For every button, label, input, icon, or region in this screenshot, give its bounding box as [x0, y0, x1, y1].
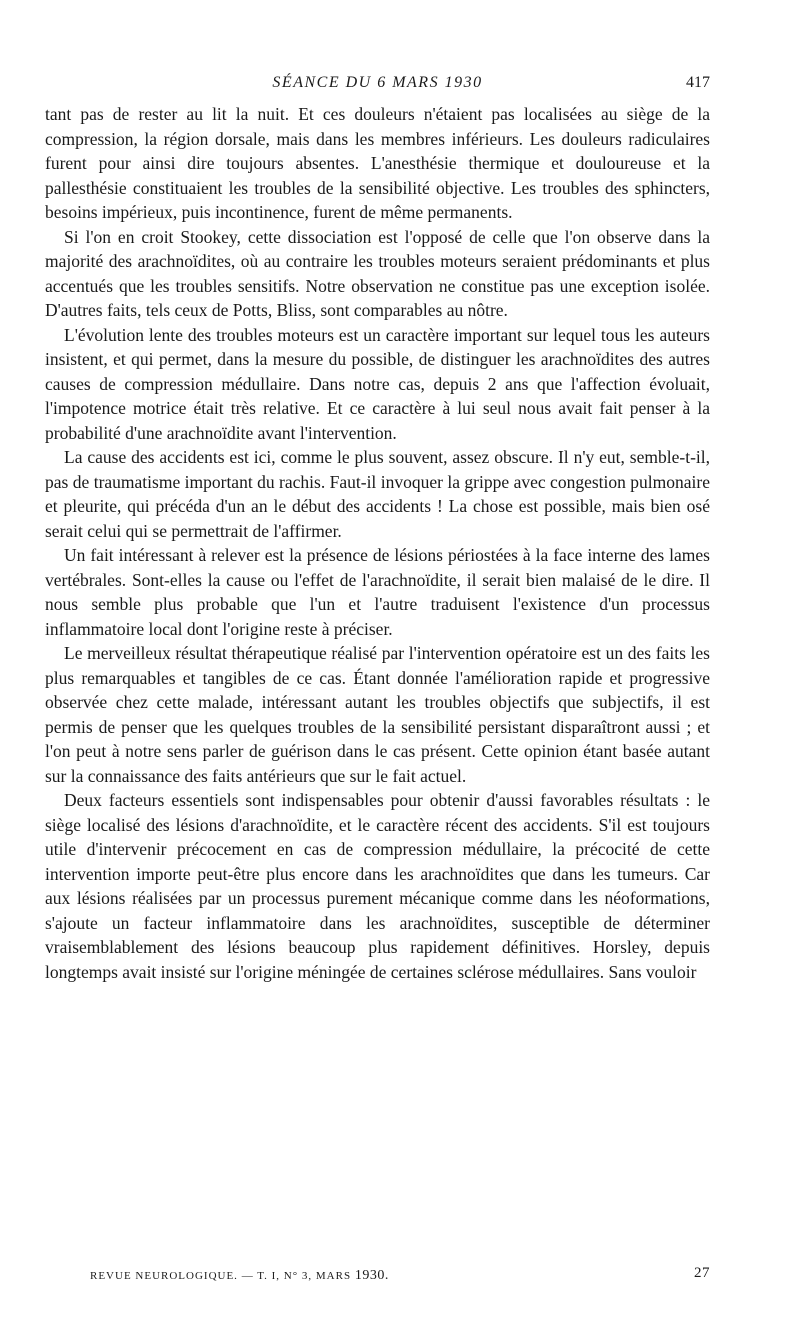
journal-name: REVUE NEUROLOGIQUE.: [90, 1270, 238, 1282]
journal-year: 1930.: [354, 1268, 389, 1283]
header-title: SÉANCE DU 6 MARS 1930: [272, 74, 483, 91]
running-header: [45, 70, 710, 96]
paragraph: Un fait intéressant à relever est la présence de lésions périostées à la face interne des lames vertébrales. Sont-elles la cause ou l'effet de l'arachnoïdite, il serait bien malaisé de le dire. Il nous semble plus probable que l'un et l'autre traduisent l'existence d'un processus inflammatoire local dont l'origine reste à préciser.: [45, 545, 710, 639]
paragraph: Le merveilleux résultat thérapeutique réalisé par l'intervention opératoire est un des faits les plus remarquables et tangibles de ce cas. Étant donnée l'amélioration rapide et progressive observée chez cette malade, intéressant autant les troubles objectifs que subjectifs, il est permis de penser que les quelques troubles de la sensibilité persistant disparaîtront aussi ; et l'on peut à notre sens parler de guérison dans le cas présent. Cette opinion étant basée autant sur la connaissance des faits antérieurs que sur le fait actuel.: [45, 643, 710, 786]
paragraph: La cause des accidents est ici, comme le plus souvent, assez obscure. Il n'y eut, semble-t-il, pas de traumatisme important du rachis. Faut-il invoquer la grippe avec congestion pulmonaire et pleurite, qui précéda d'un an le début des accidents ! La chose est possible, mais bien osé serait celui qui se permettrait de l'affirmer.: [45, 447, 710, 541]
article-body: [45, 102, 710, 984]
paragraph: Si l'on en croit Stookey, cette dissociation est l'opposé de celle que l'on observe dans la majorité des arachnoïdites, où au contraire les troubles moteurs seraient prédominants et plus accentués que les troubles sensitifs. Notre observation ne constitue pas une exception isolée. D'autres faits, tels ceux de Potts, Bliss, sont comparables au nôtre.: [45, 226, 710, 320]
page-footer: [90, 1264, 710, 1286]
page-number: 417: [686, 74, 710, 91]
paragraph: Deux facteurs essentiels sont indispensables pour obtenir d'aussi favorables résultats : le siège localisé des lésions d'arachnoïdite, et le caractère récent des accidents. S'il est toujours utile d'intervenir précocement en cas de compression médullaire, la précocité de cette intervention importe peut-être plus encore dans les arachnoïdites que dans les tumeurs. Car aux lésions réalisées par un processus purement mécanique comme dans les néoformations, s'ajoute un facteur inflammatoire dans les arachnoïdites, susceptible de déterminer vraisemblablement des lésions beaucoup plus rapidement définitives. Horsley, depuis longtemps avait insisté sur l'origine méningée de certaines sclérose médullaires. Sans vouloir: [45, 790, 710, 982]
paragraph: L'évolution lente des troubles moteurs est un caractère important sur lequel tous les auteurs insistent, et qui permet, dans la mesure du possible, de distinguer les arachnoïdites des autres causes de compression médullaire. Dans notre cas, depuis 2 ans que l'affection évoluait, l'impotence motrice était très relative. Et ce caractère à lui seul nous avait fait penser à la probabilité d'une arachnoïdite avant l'intervention.: [45, 324, 710, 443]
paragraph: tant pas de rester au lit la nuit. Et ces douleurs n'étaient pas localisées au siège de la compression, la région dorsale, mais dans les membres inférieurs. Les douleurs radiculaires furent pour ainsi dire toujours absentes. L'anesthésie thermique et douloureuse et la pallesthésie constituaient les troubles de la sensibilité objective. Les troubles des sphincters, besoins impérieux, puis incontinence, furent de même permanents.: [45, 104, 710, 222]
journal-issue: — T. I, N° 3, MARS: [237, 1270, 355, 1282]
journal-citation: [90, 1264, 389, 1287]
printer-signature: 27: [694, 1265, 710, 1281]
